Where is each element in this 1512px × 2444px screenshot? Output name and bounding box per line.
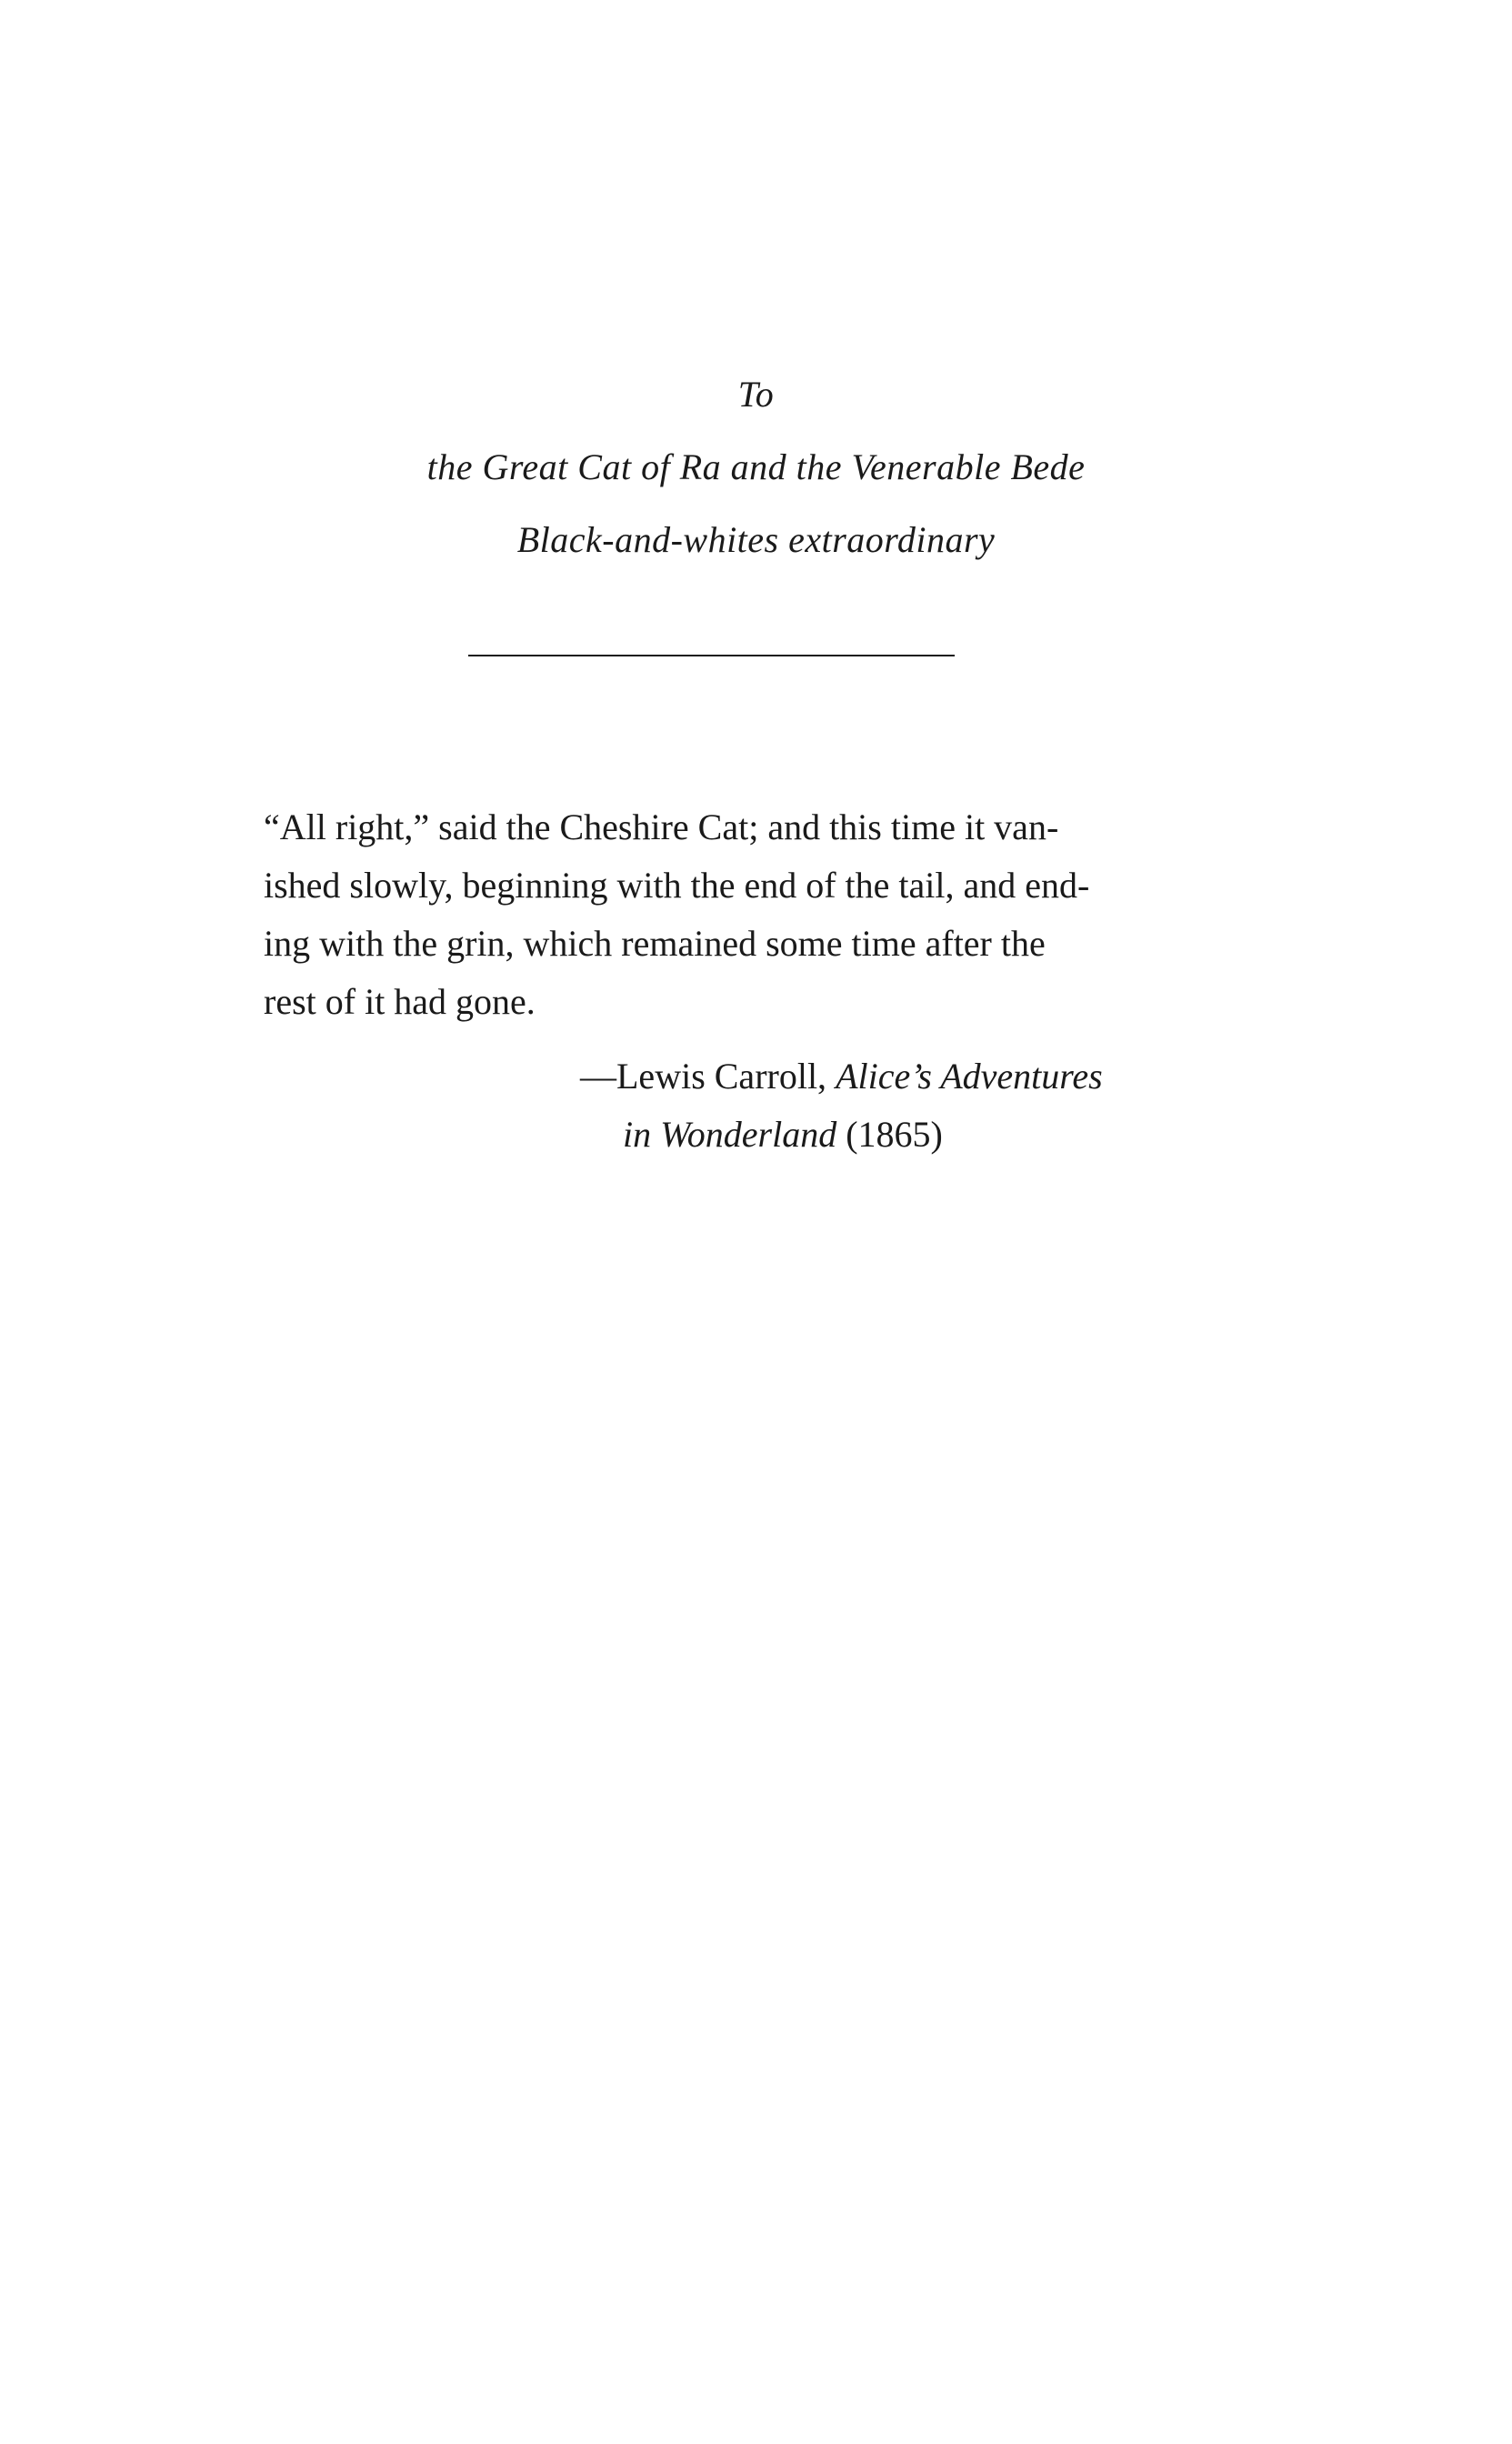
epigraph-line-3: ing with the grin, which remained some time after the [264,923,1046,964]
dedication-line-2: Black-and-whites extraordinary [516,519,996,560]
dedication-line-1: the Great Cat of Ra and the Venerable Bede [426,446,1086,487]
attribution-title-part-1: Alice’s Adventures [836,1056,1103,1097]
attribution-author: —Lewis Carroll, [580,1056,836,1097]
dedication-to: To [737,374,775,415]
epigraph-attribution-line-2 [623,1114,943,1155]
epigraph-line-2: ished slowly, beginning with the end of the tail, and end- [264,865,1090,906]
divider-rule [468,655,955,656]
epigraph-attribution-line-1 [580,1058,1103,1095]
epigraph-line-4: rest of it had gone. [264,981,536,1022]
attribution-year: (1865) [836,1114,943,1155]
attribution-title-part-2: in Wonderland [623,1114,837,1155]
epigraph-line-1: “All right,” said the Cheshire Cat; and this time it van- [264,806,1059,847]
